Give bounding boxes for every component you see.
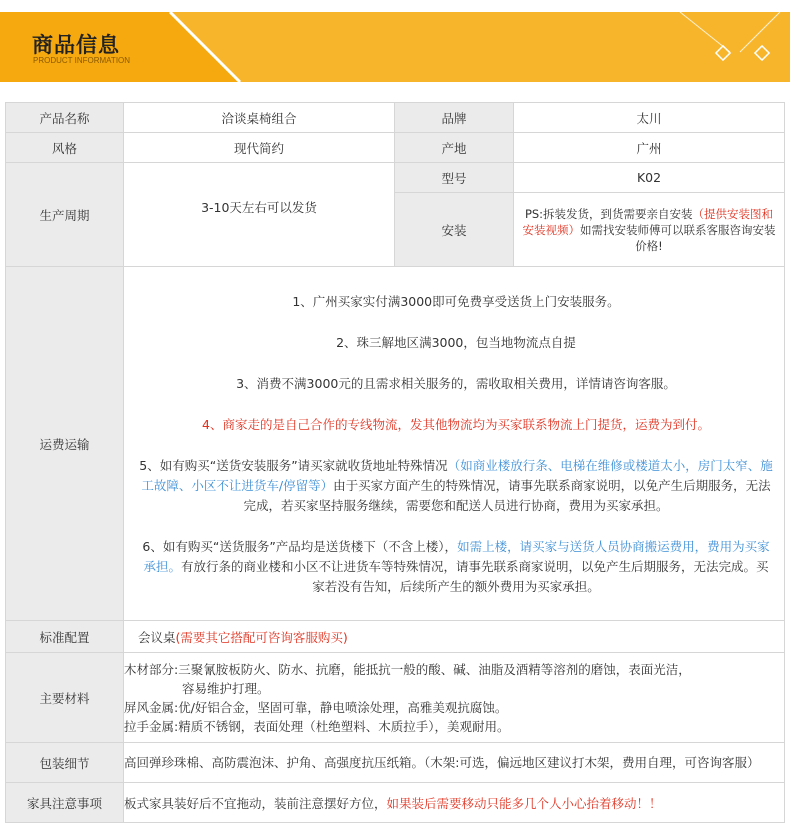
value-notice: [124, 783, 785, 823]
shipping-item-5c: 由于买家方面产生的特殊情况，请事先联系商家说明，以免产生后期服务，无法完成，若买家坚持服务继续，需要您和配送人员进行协商，费用为买家承担。: [243, 478, 771, 513]
shipping-item-6b: 如需上楼，请买家与送货人员协商搬运费用，费用为买家承担。: [143, 539, 770, 574]
value-style: 现代简约: [124, 133, 395, 163]
shipping-item-4: 4、商家走的是自己合作的专线物流，发其他物流均为买家联系物流上门提货，运费为到付。: [202, 417, 710, 432]
table-row: [6, 743, 785, 783]
shipping-item-6a: 6、如有购买“送货服务”产品均是送货楼下（不含上楼），: [142, 539, 458, 554]
section-banner: [0, 12, 790, 82]
shipping-item-5a: 5、如有购买“送货安装服务”请买家就收货地址特殊情况: [139, 458, 448, 473]
label-origin: 产地: [395, 133, 514, 163]
material-line-2: 屏风金属:优/好铝合金，坚固可靠，静电喷涂处理，高雅美观抗腐蚀。: [124, 699, 508, 715]
section-subtitle: PRODUCT INFORMATION: [33, 56, 131, 65]
table-row: [6, 621, 785, 653]
install-text-3: 如需找安装师傅可以联系客服咨询安装价格!: [580, 222, 776, 253]
label-style: 风格: [6, 133, 124, 163]
shipping-item-1: 1、广州买家实付满3000即可免费享受送货上门安装服务。: [292, 294, 620, 309]
label-brand: 品牌: [395, 103, 514, 133]
notice-text: 板式家具装好后不宜拖动，装前注意摆好方位，: [124, 795, 387, 811]
value-production-cycle: [124, 163, 395, 267]
config-note: (需要其它搭配可咨询客服购买): [175, 629, 348, 645]
value-shipping: [124, 267, 785, 621]
shipping-item-6: [138, 537, 774, 597]
material-line-3: 拉手金属:精质不锈钢，表面处理（杜绝塑料、木质拉手），美观耐用。: [124, 718, 510, 734]
table-row: [6, 653, 785, 743]
table-row: [6, 103, 785, 133]
shipping-item-6c: 有放行条的商业楼和小区不让进货车等特殊情况，请事先联系商家说明，以免产生后期服务，无法完成。买家若没有告知，后续所产生的额外费用为买家承担。: [181, 559, 769, 594]
label-material: 主要材料: [6, 653, 124, 743]
value-standard-config: [124, 621, 785, 653]
section-title: 商品信息: [32, 33, 120, 57]
notice-warning: 如果装后需要移动只能多几个人小心抬着移动！！: [386, 795, 662, 811]
shipping-item-5: [138, 456, 774, 516]
shipping-item-2: 2、珠三解地区满3000，包当地物流点自提: [336, 335, 576, 350]
value-packing: 高回弹珍珠棉、高防震泡沫、护角、高强度抗压纸箱。（木架:可选，偏远地区建议打木架，费用自理，可咨询客服）: [124, 743, 785, 783]
product-spec-table: [5, 102, 785, 823]
config-item: 会议桌: [138, 629, 176, 645]
label-product-name: 产品名称: [6, 103, 124, 133]
value-material: [124, 653, 785, 743]
label-production-cycle: 生产周期: [6, 163, 124, 267]
shipping-item-5b: （如商业楼放行条、电梯在维修或楼道太小，房门太窄、施工故障、小区不让进货车/停留等）: [141, 458, 773, 493]
material-line-1: 木材部分:三聚氰胺板防火、防水、抗磨，能抵抗一般的酸、碱、油脂及酒精等溶剂的磨蚀，表面光洁，: [124, 661, 691, 677]
table-row: [6, 133, 785, 163]
label-model: 型号: [395, 163, 514, 193]
value-product-name: 洽谈桌椅组合: [124, 103, 395, 133]
label-notice: 家具注意事项: [6, 783, 124, 823]
install-text-1: PS:拆装发货，到货需要亲自安装: [524, 206, 693, 221]
install-text-2: （提供安装图和安装视频）: [522, 206, 774, 237]
value-install: [514, 193, 785, 267]
value-origin: 广州: [514, 133, 785, 163]
label-packing: 包装细节: [6, 743, 124, 783]
table-row: [6, 163, 785, 193]
value-model: K02: [514, 163, 785, 193]
value-brand: 太川: [514, 103, 785, 133]
label-install: 安装: [395, 193, 514, 267]
material-line-1b: 容易维护打理。: [182, 680, 270, 696]
shipping-item-3: 3、消费不满3000元的且需求相关服务的，需收取相关费用，详情请咨询客服。: [236, 376, 676, 391]
label-standard-config: 标准配置: [6, 621, 124, 653]
label-shipping: 运费运输: [6, 267, 124, 621]
production-cycle-text: 3-10天左右可以发货: [201, 199, 317, 215]
table-row: [6, 267, 785, 621]
table-row: [6, 783, 785, 823]
